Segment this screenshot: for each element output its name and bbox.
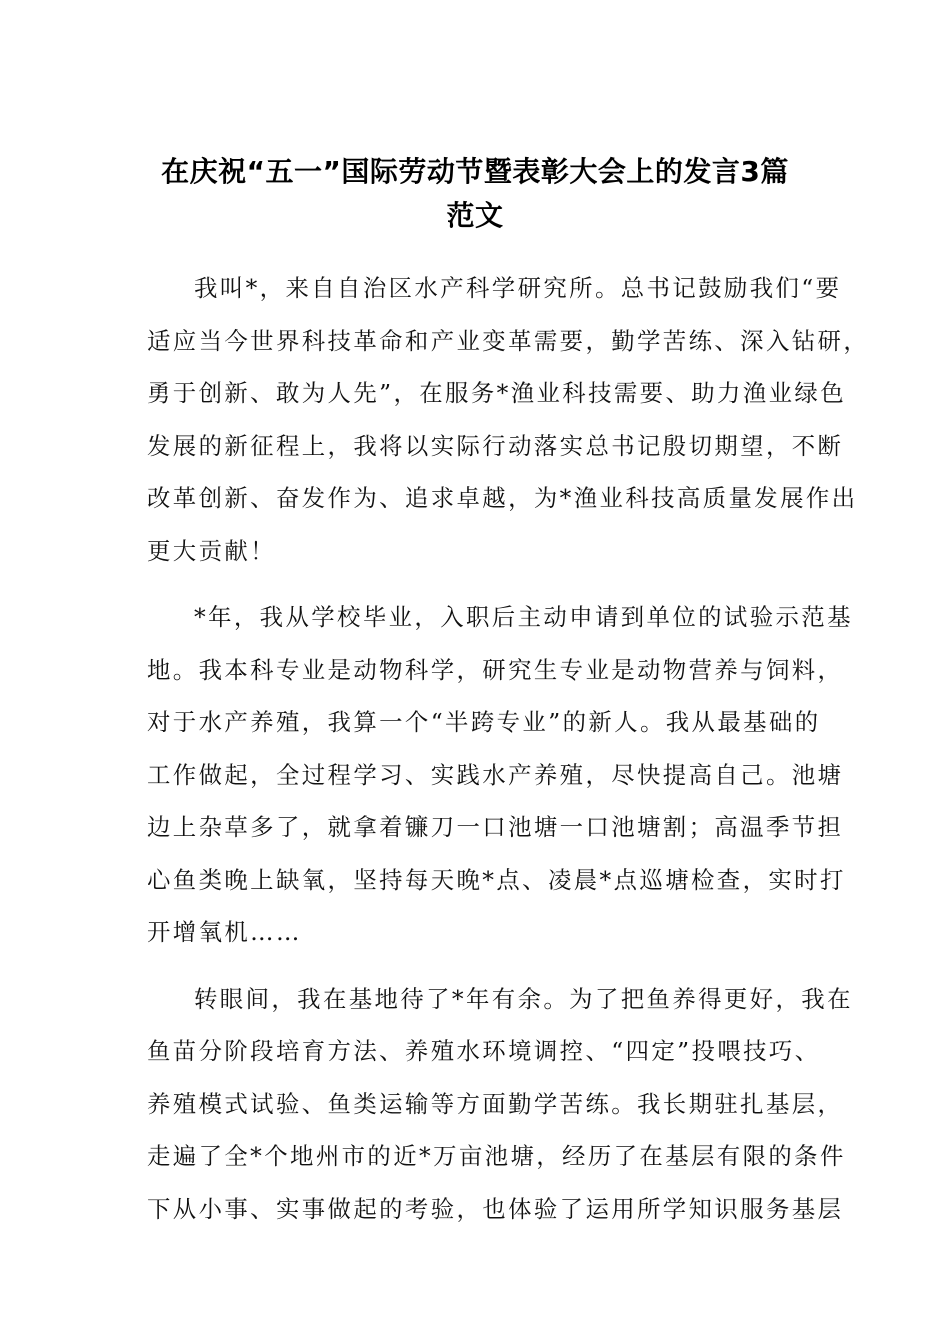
- document-title: [120, 150, 830, 238]
- paragraph-line: 工作做起，全过程学习、实践水产养殖，尽快提高自己。池塘: [147, 760, 844, 789]
- title-line-1: 在庆祝“五一”国际劳动节暨表彰大会上的发言3篇: [161, 155, 789, 188]
- paragraph-line: 边上杂草多了，就拿着镰刀一口池塘一口池塘割；高温季节担: [147, 813, 844, 841]
- paragraph-line: 心鱼类晚上缺氧，坚持每天晚*点、凌晨*点巡塘检查，实时打: [147, 865, 846, 894]
- paragraph-line: 开增氧机……: [147, 918, 302, 946]
- paragraph-1: [147, 262, 870, 577]
- paragraph-line: 走遍了全*个地州市的近*万亩池塘，经历了在基层有限的条件: [147, 1142, 846, 1170]
- paragraph-line: 鱼苗分阶段培育方法、养殖水环境调控、“四定”投喂技巧、: [147, 1037, 821, 1065]
- paragraph-line: 我叫*，来自自治区水产科学研究所。总书记鼓励我们“要: [194, 274, 842, 302]
- paragraph-line: 勇于创新、敢为人先”，在服务*渔业科技需要、助力渔业绿色: [147, 379, 847, 407]
- paragraph-line: 发展的新征程上，我将以实际行动落实总书记殷切期望，不断: [147, 431, 844, 460]
- paragraph-line: 地。我本科专业是动物科学，研究生专业是动物营养与饲料，: [147, 655, 844, 684]
- paragraph-3: [147, 973, 853, 1236]
- paragraph-line: 改革创新、奋发作为、追求卓越，为*渔业科技高质量发展作出: [147, 484, 858, 512]
- document-body: [147, 262, 870, 1249]
- paragraph-line: 更大贡献！: [147, 536, 276, 565]
- paragraph-line: 适应当今世界科技革命和产业变革需要，勤学苦练、深入钻研，: [147, 326, 870, 355]
- paragraph-line: 下从小事、实事做起的考验，也体验了运用所学知识服务基层: [147, 1194, 844, 1223]
- paragraph-2: [147, 591, 853, 959]
- paragraph-line: 转眼间，我在基地待了*年有余。为了把鱼养得更好，我在: [194, 984, 853, 1013]
- paragraph-line: 养殖模式试验、鱼类运输等方面勤学苦练。我长期驻扎基层，: [147, 1089, 844, 1118]
- paragraph-line: *年，我从学校毕业，入职后主动申请到单位的试验示范基: [194, 603, 853, 631]
- title-line-2: 范文: [446, 199, 504, 232]
- paragraph-line: 对于水产养殖，我算一个“半跨专业”的新人。我从最基础的: [147, 708, 821, 736]
